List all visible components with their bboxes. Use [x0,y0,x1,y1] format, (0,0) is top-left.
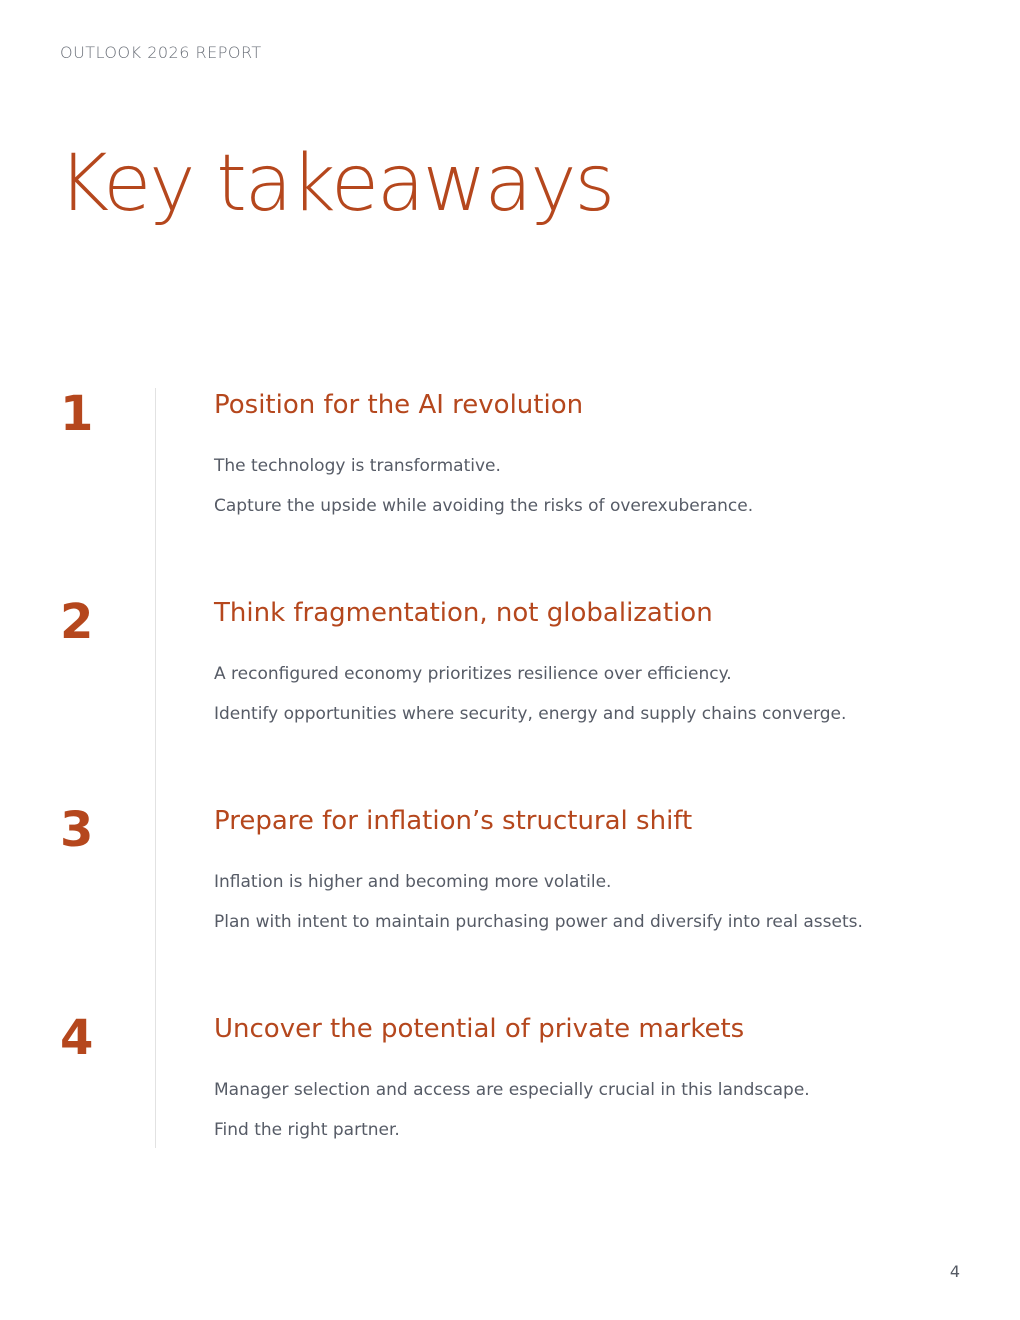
takeaway-body [214,388,954,526]
takeaway-item-1 [60,388,960,596]
page-number: 4 [949,1262,960,1281]
takeaway-body [214,1012,954,1150]
report-header-label: OUTLOOK 2026 REPORT [60,43,262,62]
takeaway-body [214,596,954,734]
takeaway-text: A reconfigured economy prioritizes resilience over efficiency. [214,664,732,684]
takeaway-text: Plan with intent to maintain purchasing power and diversify into real assets. [214,912,863,932]
takeaway-text: Identify opportunities where security, energy and supply chains converge. [214,704,847,724]
takeaway-text: Manager selection and access are especially crucial in this landscape. [214,1080,810,1100]
takeaway-heading: Position for the AI revolution [214,390,584,420]
takeaway-text: Inflation is higher and becoming more volatile. [214,872,612,892]
takeaway-heading: Prepare for inflation’s structural shift [214,806,693,836]
takeaway-text: Capture the upside while avoiding the risks of overexuberance. [214,496,754,516]
page-title: Key takeaways [58,139,614,229]
takeaway-body [214,804,954,942]
takeaway-number: 2 [60,594,94,650]
takeaway-item-2 [60,596,960,804]
takeaway-number: 4 [60,1010,94,1066]
takeaway-item-4 [60,1012,960,1220]
takeaway-heading: Think fragmentation, not globalization [214,598,713,628]
takeaway-text: Find the right partner. [214,1120,400,1140]
takeaway-text: The technology is transformative. [214,456,501,476]
takeaway-number: 3 [60,802,94,858]
takeaways-list [60,388,960,1220]
takeaway-number: 1 [60,386,94,442]
takeaway-item-3 [60,804,960,1012]
takeaway-heading: Uncover the potential of private markets [214,1014,745,1044]
